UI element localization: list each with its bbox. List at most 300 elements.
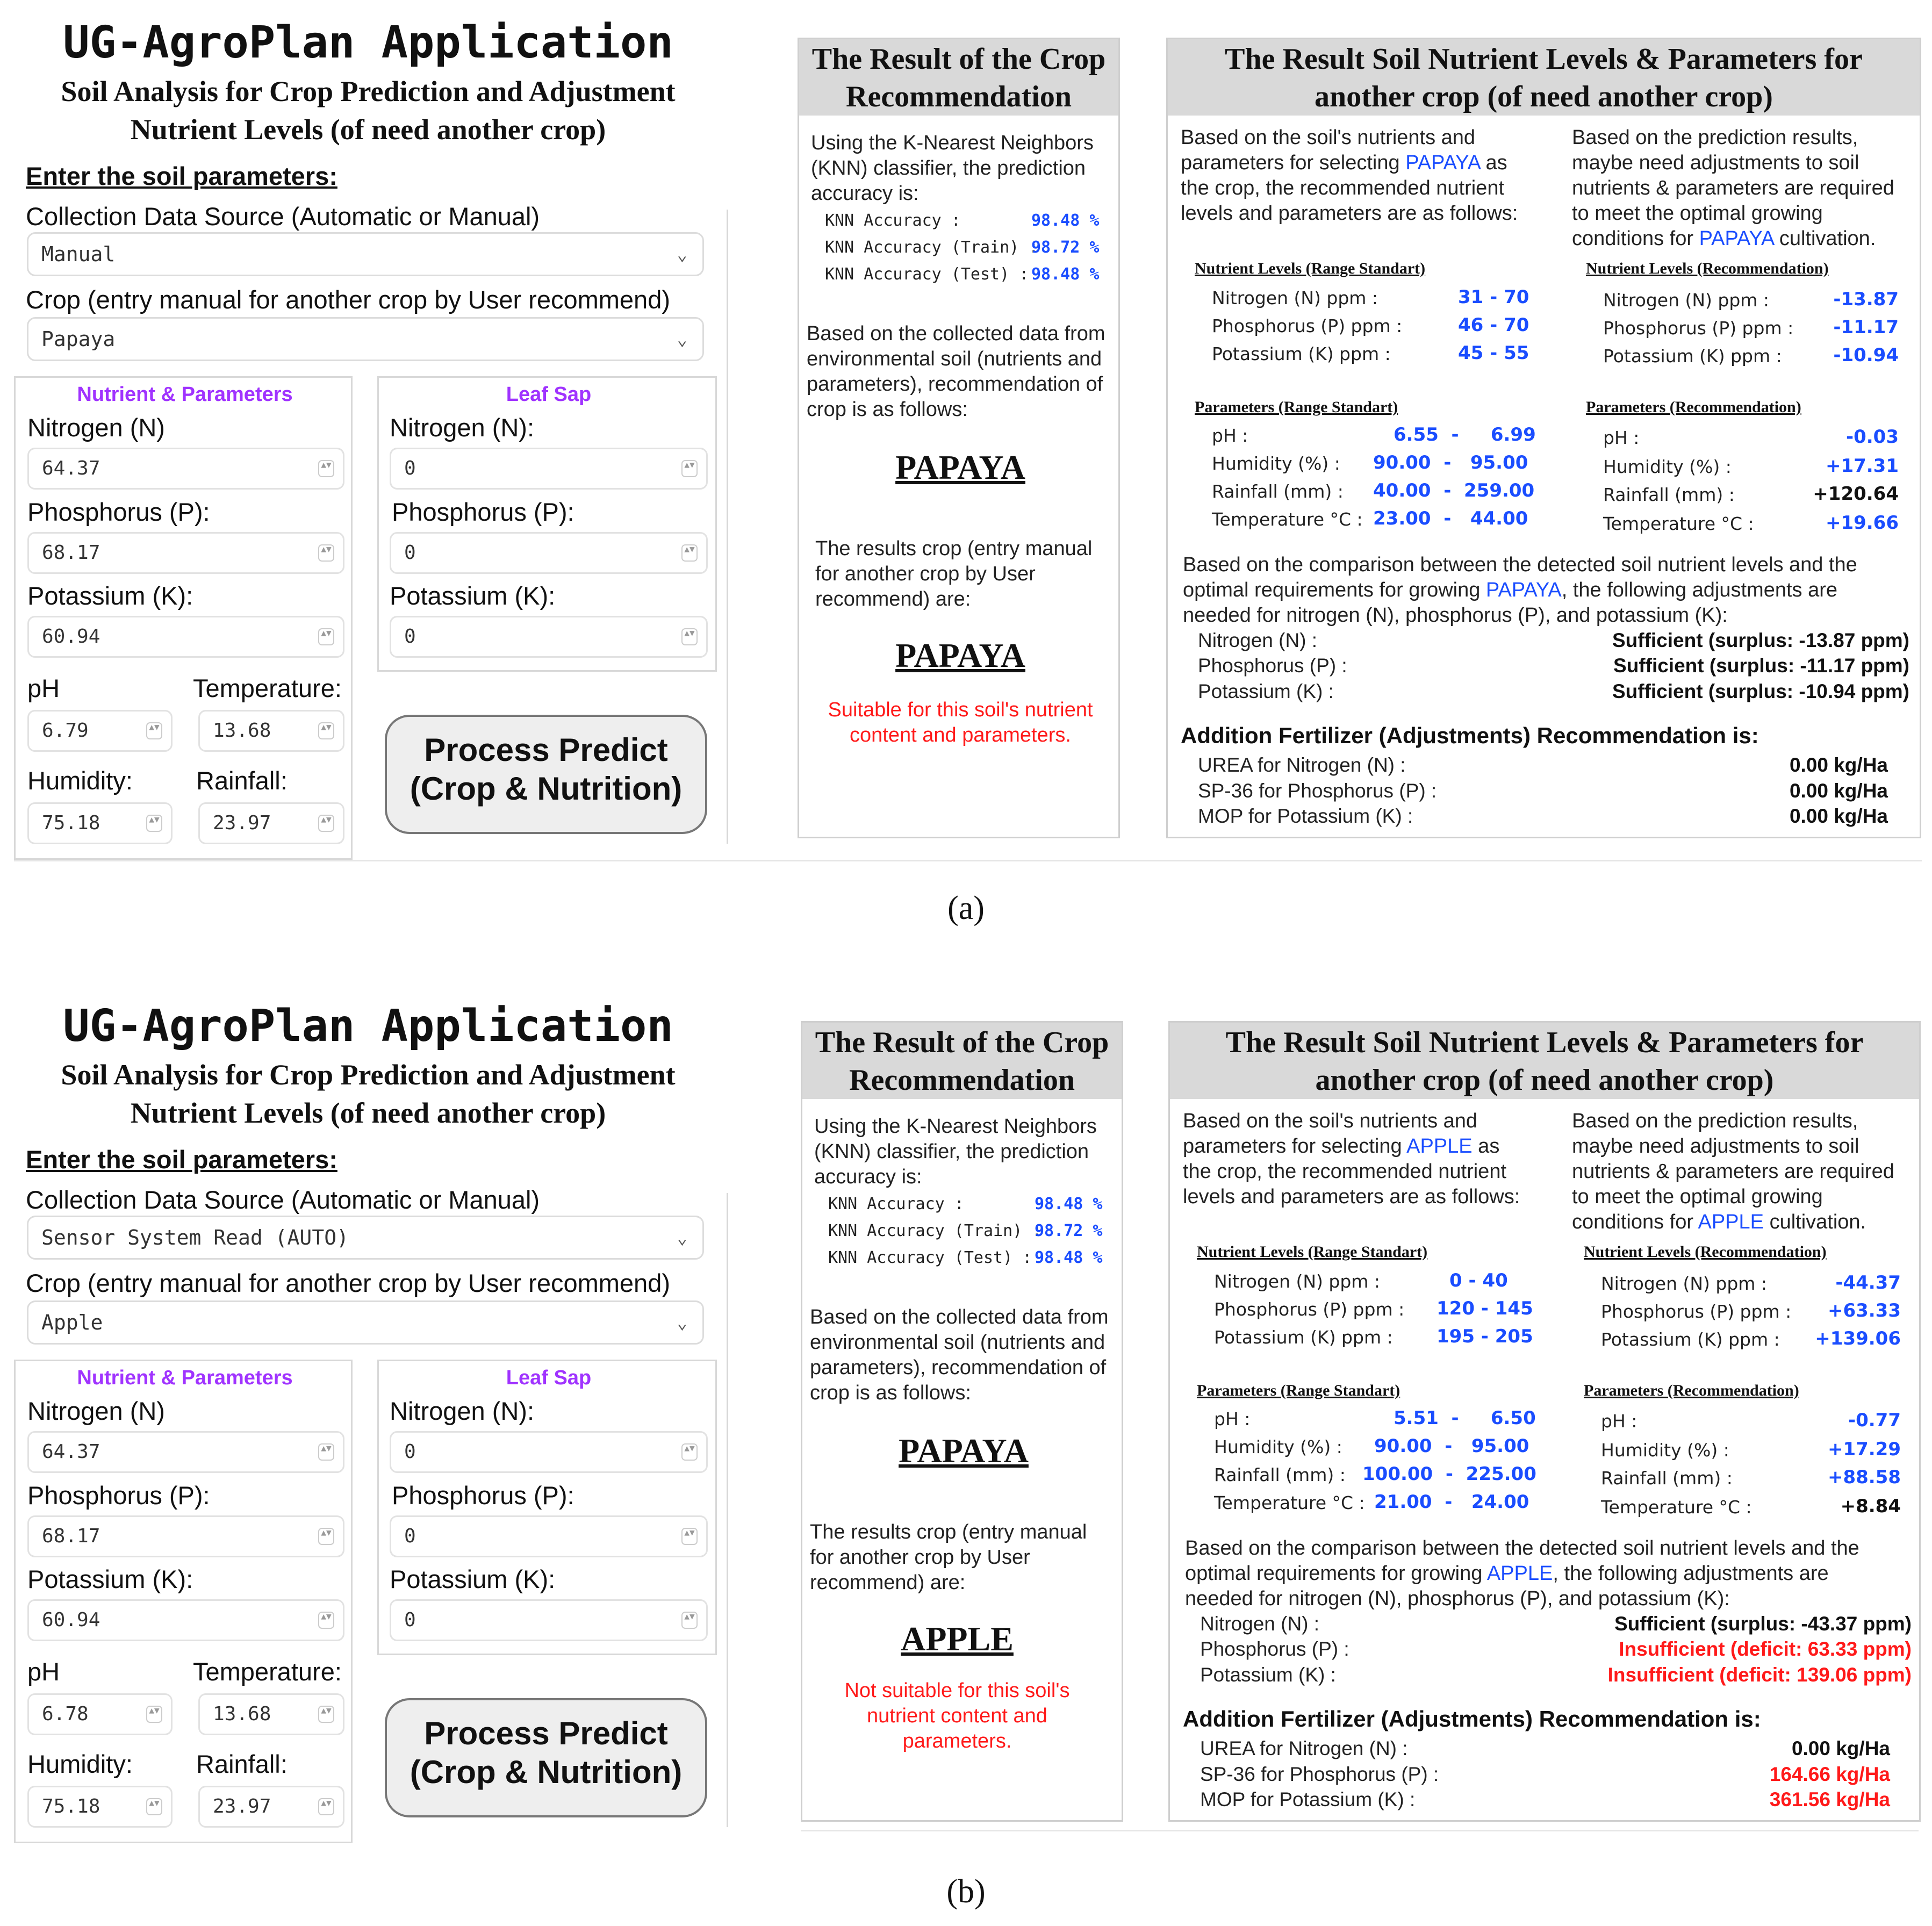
- crop-name: PAPAYA: [1485, 579, 1562, 601]
- leaf-phosphorus-value: 0: [404, 1525, 416, 1547]
- row-value: 45 - 55: [1458, 342, 1529, 364]
- row-label: Rainfall (mm) :: [1214, 1464, 1346, 1485]
- phosphorus-label: Phosphorus (P):: [27, 1481, 210, 1510]
- row-label: Phosphorus (P) ppm :: [1601, 1301, 1792, 1322]
- figure-b: [0, 983, 1932, 1865]
- row-value: 23.00 - 44.00: [1373, 508, 1528, 529]
- form-section-label: Enter the soil parameters:: [26, 162, 337, 190]
- nutrient-recommendation-heading: Nutrient Levels (Recommendation): [1586, 260, 1829, 277]
- row-label: pH :: [1214, 1408, 1251, 1429]
- divider: [801, 1830, 1919, 1831]
- spinner-icon[interactable]: ▲▼: [318, 1443, 334, 1461]
- app-subtitle: Soil Analysis for Crop Prediction and Adjustment: [61, 1059, 676, 1091]
- nitrogen-input[interactable]: [27, 448, 344, 490]
- row-value: -0.77: [1848, 1410, 1901, 1431]
- row-label: Potassium (K) ppm :: [1212, 343, 1391, 364]
- leaf-nitrogen-value: 0: [404, 1441, 416, 1463]
- ph-value: 6.79: [42, 720, 89, 742]
- row-value: -0.03: [1846, 426, 1899, 448]
- text-line: Based on the collected data from: [810, 1306, 1109, 1328]
- accuracy-label: KNN Accuracy (Test) :: [825, 265, 1029, 284]
- text-line: , the following adjustments are: [1561, 579, 1837, 601]
- basis-text: [810, 1305, 1109, 1406]
- header-line: The Result of the Crop: [811, 42, 1106, 76]
- potassium-input[interactable]: [27, 1599, 344, 1641]
- text-line: for another crop by User: [810, 1546, 1030, 1569]
- divider: [14, 860, 1922, 861]
- nitrogen-label: Nitrogen (N): [27, 413, 165, 442]
- row-value: +8.84: [1840, 1496, 1901, 1517]
- source-value: Manual: [41, 242, 116, 266]
- text-line: Suitable for this soil's nutrient: [828, 699, 1093, 721]
- manual-text: [815, 536, 1092, 612]
- predicted-crop: PAPAYA: [899, 1432, 1029, 1470]
- row-label: Rainfall (mm) :: [1603, 484, 1735, 505]
- text-line: recommend) are:: [815, 588, 971, 610]
- nutrient-levels-header: [1168, 39, 1920, 116]
- humidity-label: Humidity:: [27, 1750, 133, 1778]
- app-subtitle: Soil Analysis for Crop Prediction and Adjustment: [61, 75, 676, 107]
- crop-select[interactable]: [27, 1300, 704, 1345]
- process-predict-button[interactable]: [385, 1698, 707, 1817]
- leaf-phosphorus-input[interactable]: [390, 532, 708, 574]
- text-line: , the following adjustments are: [1553, 1562, 1829, 1585]
- row-value: +88.58: [1827, 1467, 1901, 1488]
- ph-input[interactable]: [27, 1693, 173, 1735]
- row-label: Humidity (%) :: [1214, 1436, 1342, 1457]
- nutrient-levels-header: [1170, 1023, 1919, 1099]
- accuracy-value: 98.48 %: [1035, 1248, 1103, 1267]
- leaf-box-title: Leaf Sap: [506, 1367, 592, 1389]
- row-label: Potassium (K) ppm :: [1214, 1327, 1393, 1348]
- potassium-label: Potassium (K):: [27, 581, 193, 610]
- leaf-nitrogen-label: Nitrogen (N):: [390, 1397, 535, 1425]
- row-label: Humidity (%) :: [1212, 453, 1340, 474]
- button-label: Process Predict: [424, 1715, 668, 1751]
- header-line: The Result of the Crop: [815, 1026, 1109, 1059]
- adjustment-label: Phosphorus (P) :: [1198, 655, 1347, 677]
- accuracy-label: KNN Accuracy (Test) :: [828, 1248, 1032, 1267]
- temperature-label: Temperature:: [193, 674, 342, 702]
- text-line: nutrients & parameters are required: [1572, 1160, 1894, 1183]
- fertilizer-value: 164.66 kg/Ha: [1769, 1763, 1890, 1785]
- text-line: parameters for selecting: [1181, 152, 1406, 174]
- nutrient-recommendation-heading: Nutrient Levels (Recommendation): [1584, 1243, 1827, 1261]
- phosphorus-input[interactable]: [27, 532, 344, 574]
- text-line: nutrient content and: [867, 1705, 1047, 1727]
- humidity-input[interactable]: [27, 1786, 173, 1828]
- leaf-sap-box: [377, 1360, 717, 1655]
- potassium-value: 60.94: [42, 626, 100, 648]
- leaf-nitrogen-value: 0: [404, 457, 416, 479]
- spinner-icon[interactable]: ▲▼: [681, 460, 698, 477]
- spinner-icon[interactable]: ▲▼: [318, 1798, 334, 1815]
- temperature-value: 13.68: [213, 720, 271, 742]
- row-label: pH :: [1212, 425, 1248, 446]
- app-subtitle: Nutrient Levels (of need another crop): [130, 1097, 606, 1129]
- row-value: -13.87: [1833, 289, 1899, 310]
- ph-value: 6.78: [42, 1703, 89, 1725]
- knn-intro: [814, 1114, 1097, 1190]
- text-line: Based on the comparison between the detected soil nutrient levels and the: [1183, 554, 1857, 576]
- adjustment-label: Nitrogen (N) :: [1200, 1613, 1320, 1635]
- row-value: -44.37: [1835, 1272, 1901, 1293]
- row-label: pH :: [1603, 427, 1640, 448]
- text-line: parameters.: [902, 1730, 1012, 1752]
- leaf-phosphorus-input[interactable]: [390, 1515, 708, 1557]
- crop-result-header: [802, 1023, 1122, 1099]
- rainfall-value: 23.97: [213, 812, 271, 834]
- row-label: Rainfall (mm) :: [1212, 481, 1344, 502]
- accuracy-label: KNN Accuracy (Train) :: [828, 1221, 1042, 1240]
- spinner-icon[interactable]: ▲▼: [681, 1443, 698, 1461]
- row-label: Rainfall (mm) :: [1601, 1468, 1733, 1489]
- text-line: Using the K-Nearest Neighbors: [814, 1115, 1097, 1138]
- source-value: Sensor System Read (AUTO): [41, 1226, 349, 1249]
- left-intro: [1181, 125, 1518, 226]
- row-value: +139.06: [1815, 1328, 1901, 1349]
- phosphorus-input[interactable]: [27, 1515, 344, 1557]
- accuracy-value: 98.48 %: [1031, 211, 1100, 230]
- fertilizer-heading: Addition Fertilizer (Adjustments) Recommendation is:: [1183, 1706, 1761, 1731]
- text-line: the crop, the recommended nutrient: [1183, 1160, 1507, 1183]
- text-line: to meet the optimal growing: [1572, 202, 1823, 225]
- row-value: -10.94: [1833, 344, 1899, 366]
- text-line: crop is as follows:: [810, 1382, 971, 1404]
- source-label: Collection Data Source (Automatic or Manual): [26, 1185, 540, 1214]
- nutrient-parameters-box: [14, 1360, 353, 1843]
- fertilizer-label: UREA for Nitrogen (N) :: [1200, 1737, 1408, 1759]
- text-line: nutrients & parameters are required: [1572, 177, 1894, 199]
- manual-crop: APPLE: [901, 1620, 1014, 1658]
- nutrient-parameters-box: [14, 376, 353, 860]
- row-label: Phosphorus (P) ppm :: [1603, 318, 1794, 339]
- crop-select[interactable]: [27, 317, 704, 361]
- fertilizer-heading: Addition Fertilizer (Adjustments) Recommendation is:: [1181, 723, 1759, 748]
- text-line: to meet the optimal growing: [1572, 1185, 1823, 1208]
- spinner-icon[interactable]: ▲▼: [318, 1528, 334, 1545]
- header-line: Recommendation: [846, 80, 1072, 113]
- text-line: optimal requirements for growing: [1183, 579, 1486, 601]
- rainfall-input[interactable]: [198, 802, 344, 844]
- text-line: as: [1479, 152, 1507, 174]
- adjustment-value: Sufficient (surplus: -10.94 ppm): [1612, 680, 1909, 702]
- crop-result-panel: [798, 38, 1120, 838]
- text-line: Not suitable for this soil's: [844, 1679, 1070, 1702]
- row-value: 100.00 - 225.00: [1362, 1463, 1536, 1485]
- row-value: +17.29: [1827, 1439, 1901, 1460]
- fertilizer-label: SP-36 for Phosphorus (P) :: [1198, 780, 1437, 802]
- row-label: Temperature °C :: [1603, 513, 1754, 534]
- nutrient-standard-heading: Nutrient Levels (Range Standart): [1195, 260, 1426, 277]
- accuracy-label: KNN Accuracy :: [828, 1195, 964, 1213]
- ph-input[interactable]: [27, 710, 173, 752]
- adjustment-label: Phosphorus (P) :: [1200, 1638, 1349, 1660]
- row-label: Potassium (K) ppm :: [1601, 1329, 1780, 1350]
- leaf-phosphorus-value: 0: [404, 542, 416, 564]
- left-intro: [1183, 1109, 1520, 1210]
- leaf-potassium-input[interactable]: [390, 1599, 708, 1641]
- crop-name: APPLE: [1698, 1211, 1764, 1233]
- text-line: parameters), recommendation of: [810, 1356, 1107, 1379]
- spinner-icon[interactable]: ▲▼: [681, 1528, 698, 1545]
- predicted-crop: PAPAYA: [895, 448, 1025, 486]
- chevron-down-icon: ⌄: [677, 329, 687, 349]
- chevron-down-icon: ⌄: [677, 244, 687, 264]
- row-label: Potassium (K) ppm :: [1603, 346, 1782, 366]
- leaf-potassium-label: Potassium (K):: [390, 1565, 556, 1593]
- basis-text: [807, 321, 1105, 422]
- leaf-nitrogen-input[interactable]: [390, 448, 708, 490]
- adjustment-label: Potassium (K) :: [1200, 1664, 1336, 1686]
- spinner-icon[interactable]: ▲▼: [681, 544, 698, 562]
- divider: [727, 1193, 728, 1827]
- row-value: 6.55 - 6.99: [1394, 424, 1536, 445]
- accuracy-value: 98.72 %: [1031, 238, 1100, 257]
- button-label: (Crop & Nutrition): [410, 771, 683, 807]
- text-line: cultivation.: [1773, 227, 1876, 250]
- nitrogen-label: Nitrogen (N): [27, 1397, 165, 1425]
- chevron-down-icon: ⌄: [677, 1312, 687, 1333]
- accuracy-label: KNN Accuracy :: [825, 211, 961, 230]
- crop-name: PAPAYA: [1405, 152, 1480, 174]
- text-line: as: [1472, 1135, 1500, 1158]
- text-line: needed for nitrogen (N), phosphorus (P), and potassium (K):: [1183, 604, 1728, 627]
- row-value: 90.00 - 95.00: [1374, 1435, 1529, 1457]
- text-line: Based on the comparison between the detected soil nutrient levels and the: [1185, 1537, 1859, 1560]
- crop-name: PAPAYA: [1699, 227, 1774, 250]
- text-line: recommend) are:: [810, 1571, 966, 1594]
- row-value: 120 - 145: [1437, 1298, 1533, 1319]
- figure-caption: (b): [946, 1873, 986, 1910]
- text-line: content and parameters.: [850, 724, 1071, 746]
- text-line: levels and parameters are as follows:: [1181, 202, 1518, 225]
- nitrogen-input[interactable]: [27, 1431, 344, 1473]
- rainfall-label: Rainfall:: [196, 1750, 288, 1778]
- leaf-nitrogen-input[interactable]: [390, 1431, 708, 1473]
- text-line: (KNN) classifier, the prediction: [811, 157, 1086, 179]
- leaf-potassium-value: 0: [404, 1609, 416, 1631]
- knn-intro: [811, 131, 1094, 206]
- header-line: another crop (of need another crop): [1315, 80, 1773, 113]
- leaf-phosphorus-label: Phosphorus (P):: [392, 498, 574, 526]
- app-title: UG-AgroPlan Application: [63, 17, 673, 68]
- leaf-potassium-label: Potassium (K):: [390, 581, 556, 610]
- comparison-text: [1183, 552, 1857, 628]
- text-line: Based on the collected data from: [807, 322, 1105, 345]
- spinner-icon[interactable]: ▲▼: [146, 722, 162, 739]
- button-label: Process Predict: [424, 732, 668, 768]
- row-label: Phosphorus (P) ppm :: [1214, 1299, 1405, 1320]
- row-value: 46 - 70: [1458, 314, 1529, 336]
- spinner-icon[interactable]: ▲▼: [146, 815, 162, 832]
- spinner-icon[interactable]: ▲▼: [681, 628, 698, 645]
- text-line: conditions for: [1572, 1211, 1698, 1233]
- fertilizer-label: MOP for Potassium (K) :: [1200, 1788, 1416, 1810]
- divider: [727, 210, 728, 844]
- comparison-text: [1185, 1536, 1859, 1612]
- text-line: accuracy is:: [811, 182, 919, 205]
- row-label: Nitrogen (N) ppm :: [1212, 288, 1378, 308]
- row-label: Nitrogen (N) ppm :: [1601, 1273, 1768, 1294]
- text-line: The results crop (entry manual: [810, 1521, 1087, 1543]
- parameter-standard-heading: Parameters (Range Standart): [1197, 1382, 1400, 1399]
- potassium-input[interactable]: [27, 616, 344, 658]
- button-label: (Crop & Nutrition): [410, 1754, 683, 1790]
- fertilizer-label: SP-36 for Phosphorus (P) :: [1200, 1763, 1439, 1785]
- nitrogen-value: 64.37: [42, 457, 100, 479]
- row-value: 21.00 - 24.00: [1374, 1491, 1529, 1513]
- app-subtitle: Nutrient Levels (of need another crop): [130, 113, 606, 146]
- crop-value: Apple: [41, 1311, 103, 1334]
- text-line: parameters), recommendation of: [807, 373, 1103, 396]
- adjustment-value: Insufficient (deficit: 139.06 ppm): [1607, 1664, 1912, 1686]
- row-label: Temperature °C :: [1212, 509, 1363, 530]
- nitrogen-value: 64.37: [42, 1441, 100, 1463]
- leaf-sap-box: [377, 376, 717, 672]
- process-predict-button[interactable]: [385, 715, 707, 834]
- adjustment-value: Sufficient (surplus: -43.37 ppm): [1614, 1613, 1912, 1635]
- row-value: +120.64: [1813, 483, 1899, 505]
- row-label: Temperature °C :: [1214, 1492, 1365, 1513]
- row-value: 5.51 - 6.50: [1394, 1407, 1536, 1429]
- text-line: levels and parameters are as follows:: [1183, 1185, 1520, 1208]
- leaf-nitrogen-label: Nitrogen (N):: [390, 413, 535, 442]
- row-label: pH :: [1601, 1411, 1637, 1432]
- humidity-value: 75.18: [42, 812, 100, 834]
- fertilizer-label: MOP for Potassium (K) :: [1198, 805, 1413, 827]
- temperature-label: Temperature:: [193, 1657, 342, 1686]
- text-line: Based on the prediction results,: [1572, 126, 1858, 149]
- text-line: maybe need adjustments to soil: [1572, 152, 1859, 174]
- accuracy-value: 98.72 %: [1035, 1221, 1103, 1240]
- source-label: Collection Data Source (Automatic or Manual): [26, 202, 540, 231]
- spinner-icon[interactable]: ▲▼: [318, 1706, 334, 1723]
- parameter-recommendation-heading: Parameters (Recommendation): [1584, 1382, 1799, 1399]
- adjustment-value: Insufficient (deficit: 63.33 ppm): [1619, 1638, 1912, 1660]
- text-line: cultivation.: [1764, 1211, 1866, 1233]
- spinner-icon[interactable]: ▲▼: [681, 1612, 698, 1629]
- phosphorus-value: 68.17: [42, 542, 100, 564]
- ph-label: pH: [27, 1657, 60, 1686]
- nutrient-box-title: Nutrient & Parameters: [77, 1367, 293, 1389]
- accuracy-label: KNN Accuracy (Train) :: [825, 238, 1039, 257]
- fertilizer-value: 361.56 kg/Ha: [1769, 1788, 1890, 1810]
- text-line: maybe need adjustments to soil: [1572, 1135, 1859, 1158]
- row-value: 40.00 - 259.00: [1373, 480, 1535, 501]
- temperature-input[interactable]: [198, 710, 344, 752]
- row-value: 90.00 - 95.00: [1373, 452, 1528, 473]
- leaf-potassium-input[interactable]: [390, 616, 708, 658]
- text-line: accuracy is:: [814, 1166, 922, 1188]
- nutrient-levels-panel: [1168, 1021, 1921, 1822]
- crop-name: APPLE: [1406, 1135, 1473, 1158]
- adjustment-label: Nitrogen (N) :: [1198, 629, 1318, 651]
- row-label: Nitrogen (N) ppm :: [1214, 1271, 1381, 1292]
- rainfall-value: 23.97: [213, 1795, 271, 1817]
- right-intro: [1572, 125, 1894, 251]
- accuracy-value: 98.48 %: [1031, 265, 1100, 284]
- row-value: +63.33: [1827, 1300, 1901, 1321]
- text-line: (KNN) classifier, the prediction: [814, 1140, 1089, 1163]
- text-line: environmental soil (nutrients and: [807, 348, 1102, 370]
- spinner-icon[interactable]: ▲▼: [318, 544, 334, 562]
- text-line: Based on the soil's nutrients and: [1181, 126, 1476, 149]
- spinner-icon[interactable]: ▲▼: [146, 1798, 162, 1815]
- row-label: Phosphorus (P) ppm :: [1212, 315, 1403, 336]
- text-line: needed for nitrogen (N), phosphorus (P), and potassium (K):: [1185, 1587, 1730, 1610]
- crop-value: Papaya: [41, 327, 116, 351]
- spinner-icon[interactable]: ▲▼: [318, 722, 334, 739]
- text-line: The results crop (entry manual: [815, 537, 1093, 560]
- row-value: 195 - 205: [1437, 1326, 1533, 1347]
- figure-caption: (a): [947, 890, 985, 926]
- phosphorus-value: 68.17: [42, 1525, 100, 1547]
- crop-result-header: [799, 39, 1118, 116]
- humidity-label: Humidity:: [27, 766, 133, 795]
- right-intro: [1572, 1109, 1894, 1235]
- rainfall-input[interactable]: [198, 1786, 344, 1828]
- spinner-icon[interactable]: ▲▼: [146, 1706, 162, 1723]
- nutrient-standard-heading: Nutrient Levels (Range Standart): [1197, 1243, 1428, 1261]
- chevron-down-icon: ⌄: [677, 1227, 687, 1248]
- potassium-label: Potassium (K):: [27, 1565, 193, 1593]
- parameter-recommendation-heading: Parameters (Recommendation): [1586, 398, 1801, 416]
- spinner-icon[interactable]: ▲▼: [318, 815, 334, 832]
- nutrient-box-title: Nutrient & Parameters: [77, 383, 293, 406]
- fertilizer-value: 0.00 kg/Ha: [1791, 1737, 1890, 1759]
- source-select[interactable]: [27, 1216, 704, 1260]
- row-label: Humidity (%) :: [1603, 456, 1732, 477]
- leaf-potassium-value: 0: [404, 626, 416, 648]
- adjustment-value: Sufficient (surplus: -13.87 ppm): [1612, 629, 1909, 651]
- phosphorus-label: Phosphorus (P):: [27, 498, 210, 526]
- text-line: for another crop by User: [815, 563, 1036, 585]
- adjustment-label: Potassium (K) :: [1198, 680, 1334, 702]
- leaf-box-title: Leaf Sap: [506, 383, 592, 406]
- row-label: Temperature °C :: [1601, 1497, 1752, 1518]
- row-label: Nitrogen (N) ppm :: [1603, 290, 1770, 311]
- row-value: -11.17: [1833, 317, 1899, 338]
- crop-label: Crop (entry manual for another crop by User recommend): [26, 285, 670, 314]
- accuracy-value: 98.48 %: [1035, 1195, 1103, 1213]
- spinner-icon[interactable]: ▲▼: [318, 1612, 334, 1629]
- source-select[interactable]: [27, 232, 704, 276]
- row-label: Humidity (%) :: [1601, 1440, 1729, 1461]
- humidity-input[interactable]: [27, 802, 173, 844]
- text-line: parameters for selecting: [1183, 1135, 1407, 1158]
- header-line: another crop (of need another crop): [1315, 1063, 1774, 1097]
- parameter-standard-heading: Parameters (Range Standart): [1195, 398, 1398, 416]
- header-line: The Result Soil Nutrient Levels & Parameters for: [1225, 42, 1863, 76]
- text-line: Based on the soil's nutrients and: [1183, 1110, 1478, 1132]
- fertilizer-value: 0.00 kg/Ha: [1789, 754, 1888, 776]
- row-value: 0 - 40: [1449, 1270, 1508, 1291]
- spinner-icon[interactable]: ▲▼: [318, 628, 334, 645]
- adjustment-value: Sufficient (surplus: -11.17 ppm): [1613, 655, 1909, 677]
- form-section-label: Enter the soil parameters:: [26, 1145, 337, 1174]
- potassium-value: 60.94: [42, 1609, 100, 1631]
- suitability-text: [799, 698, 1122, 748]
- crop-label: Crop (entry manual for another crop by User recommend): [26, 1269, 670, 1297]
- row-value: +19.66: [1825, 512, 1899, 534]
- spinner-icon[interactable]: ▲▼: [318, 460, 334, 477]
- leaf-phosphorus-label: Phosphorus (P):: [392, 1481, 574, 1510]
- temperature-input[interactable]: [198, 1693, 344, 1735]
- text-line: optimal requirements for growing: [1185, 1562, 1487, 1585]
- rainfall-label: Rainfall:: [196, 766, 288, 795]
- manual-text: [810, 1520, 1087, 1596]
